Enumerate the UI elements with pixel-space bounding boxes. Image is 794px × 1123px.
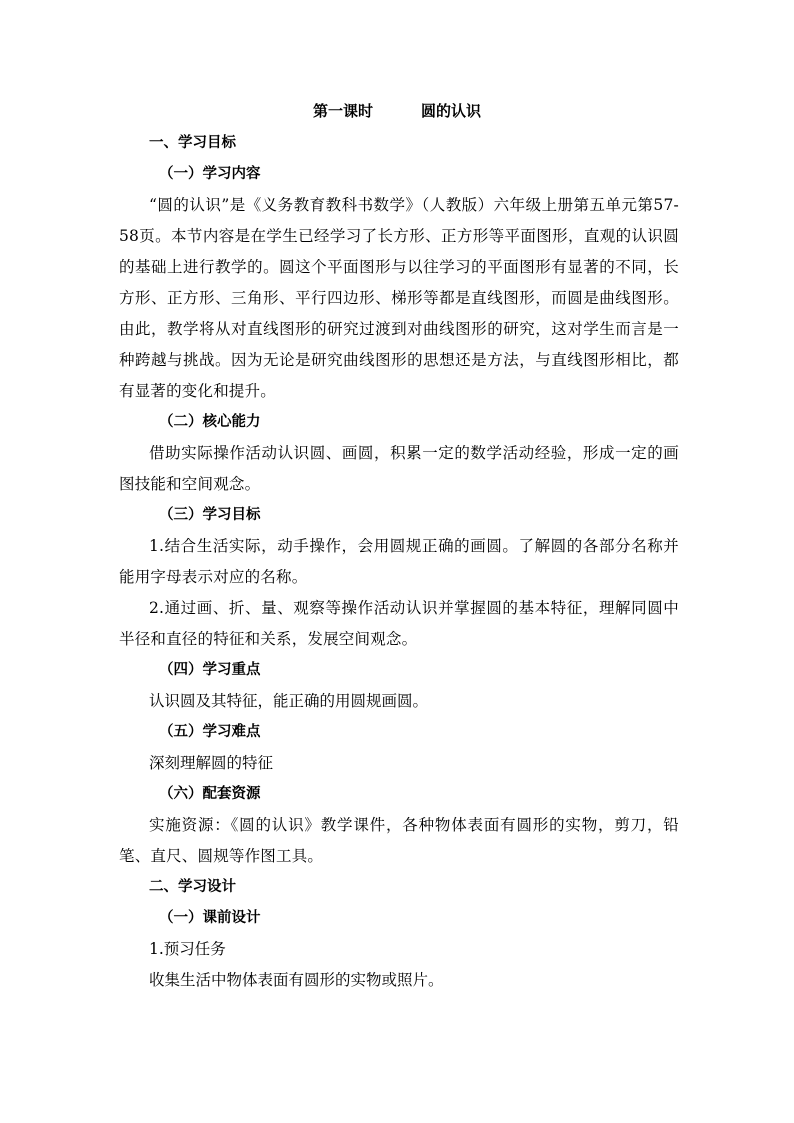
objective-item-2: 2.通过画、折、量、观察等操作活动认识并掌握圆的基本特征，理解同圆中半径和直径的特征和关系，发展空间观念。	[119, 599, 679, 648]
subheading-resources: （六）配套资源	[159, 786, 261, 802]
paragraph-content: “圆的认识”是《义务教育教科书数学》（人教版）六年级上册第五单元第57-58页。本节内容是在学生已经学习了长方形、正方形等平面图形，直观的认识圆的基础上进行教学的。圆这个平面图形与以往学习的平面图形有显著的不同，长方形、正方形、三角形、平行四边形、梯形等都是直线图形，而圆是曲线图形。由此，教学将从对直线图形的研究过渡到对曲线图形的研究，这对学生而言是一种跨越与挑战。因为无论是研究曲线图形的思想还是方法，与直线图形相比，都有显著的变化和提升。	[119, 196, 679, 400]
objective-item-1: 1.结合生活实际，动手操作，会用圆规正确的画圆。了解圆的各部分名称并能用字母表示对应的名称。	[119, 537, 679, 586]
lesson-label: 第一课时	[312, 102, 373, 120]
document-body	[119, 128, 679, 996]
paragraph-difficulties: 深刻理解圆的特征	[149, 754, 274, 772]
section-heading-design: 二、学习设计	[149, 879, 236, 895]
paragraph-resources: 实施资源：《圆的认识》教学课件，各种物体表面有圆形的实物，剪刀，铅笔、直尺、圆规等作图工具。	[119, 816, 679, 865]
lesson-topic: 圆的认识	[421, 102, 482, 120]
subheading-key-points: （四）学习重点	[159, 662, 261, 678]
paragraph-preview-task: 收集生活中物体表面有圆形的实物或照片。	[149, 971, 444, 989]
preview-task-item: 1.预习任务	[149, 940, 226, 958]
subheading-pre-class: （一）课前设计	[159, 910, 261, 926]
subheading-objectives: （三）学习目标	[159, 507, 261, 523]
paragraph-core-ability: 借助实际操作活动认识圆、画圆，积累一定的数学活动经验，形成一定的画图技能和空间观念。	[119, 444, 679, 493]
subheading-content: （一）学习内容	[159, 166, 261, 182]
subheading-difficulties: （五）学习难点	[159, 724, 261, 740]
paragraph-key-points: 认识圆及其特征，能正确的用圆规画圆。	[149, 692, 429, 710]
subheading-core-ability: （二）核心能力	[159, 414, 261, 430]
page-title	[0, 100, 794, 122]
section-heading-goals: 一、学习目标	[149, 135, 236, 151]
